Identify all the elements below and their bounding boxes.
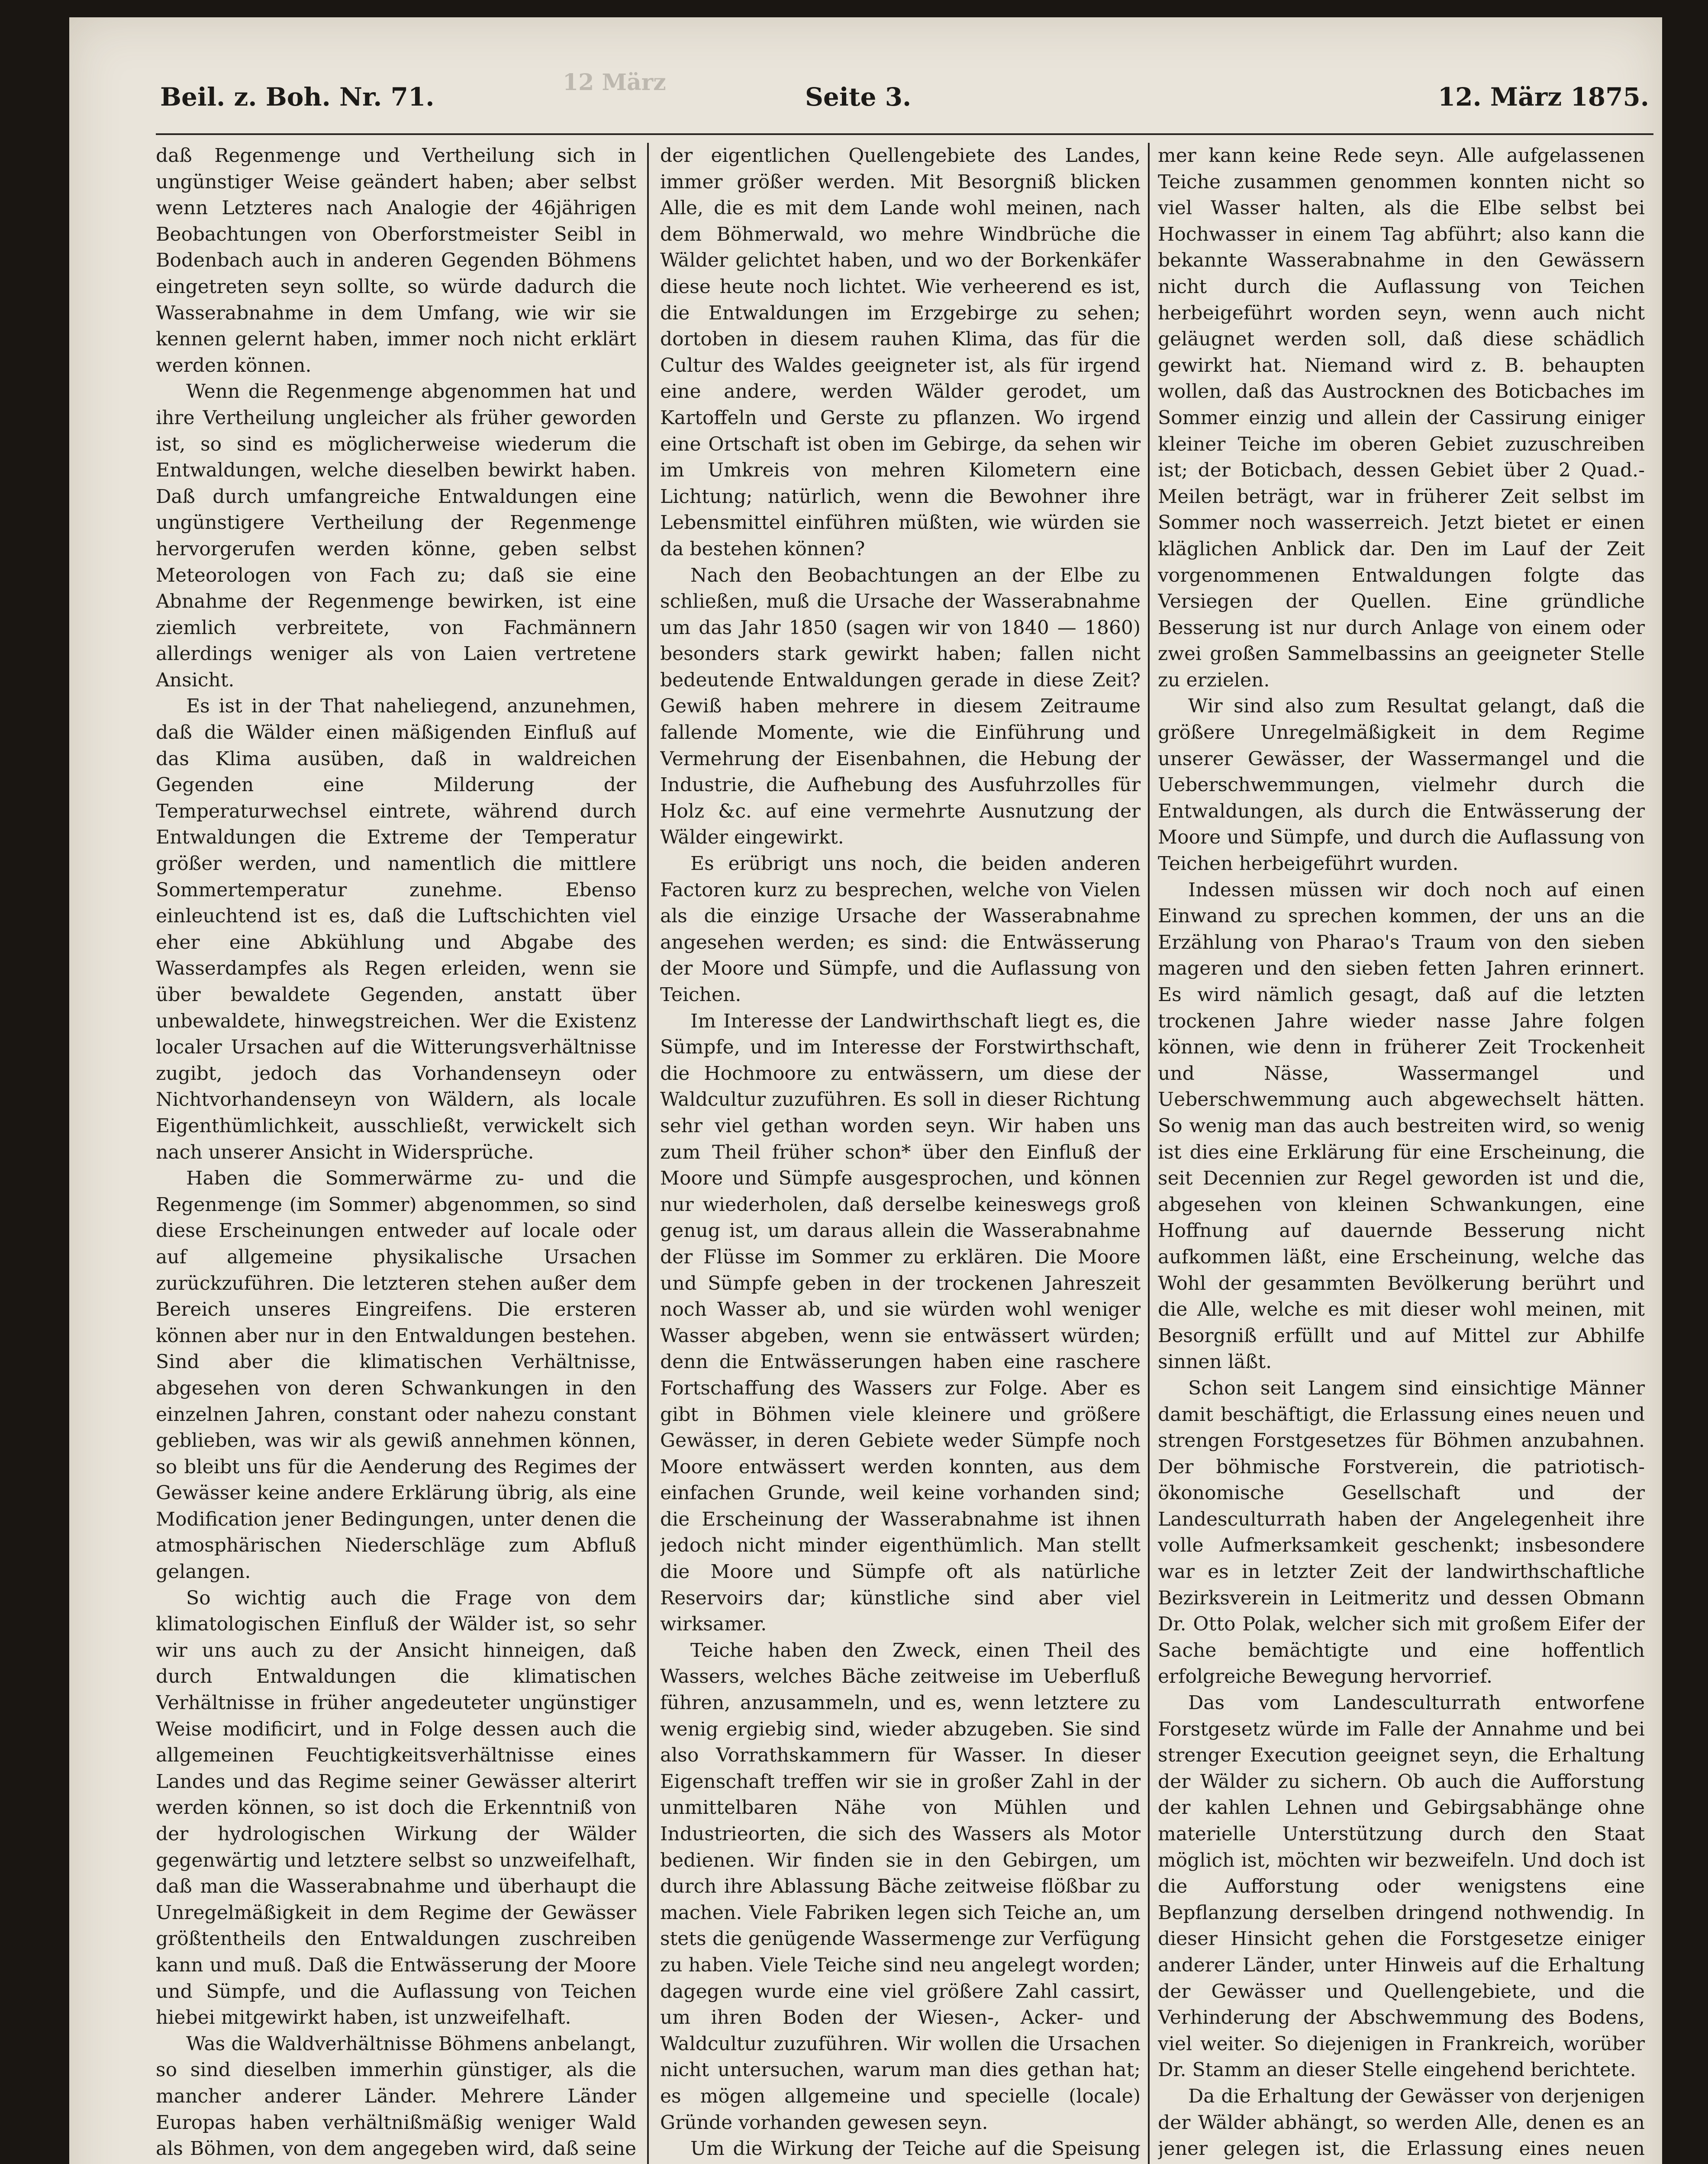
paragraph: Es ist in der That naheliegend, anzunehmen, daß die Wälder einen mäßigenden Einfluß auf das Klima ausüben, daß in waldreichen Gegenden eine Milderung der Temperaturwechsel eintrete, während durch Entwaldungen die Extreme der Temperatur größer werden, und namentlich die mittlere Sommertemperatur zunehme. Ebenso einleuchtend ist es, daß die Luftschichten viel eher eine Abkühlung und Abgabe des Wasserdampfes als Regen erleiden, wenn sie über bewaldete Gegenden, anstatt über unbewaldete, hinwegstreichen. Wer die Existenz localer Ursachen auf die Witterungsverhältnisse zugibt, jedoch das Vorhandenseyn oder Nichtvorhandenseyn von Wäldern, als locale Eigenthümlichkeit, ausschließt, verwickelt sich nach unserer Ansicht in Widersprüche. (156, 695, 636, 1163)
paragraph: Haben die Sommerwärme zu- und die Regenmenge (im Sommer) abgenommen, so sind diese Erscheinungen entweder auf locale oder auf allgemeine physikalische Ursachen zurückzuführen. Die letzteren stehen außer dem Bereich unseres Eingreifens. Die ersteren können aber nur in den Entwaldungen bestehen. Sind aber die klimatischen Verhältnisse, abgesehen von deren Schwankungen in den einzelnen Jahren, constant oder nahezu constant geblieben, was wir als gewiß annehmen können, so bleibt uns für die Aenderung des Regimes der Gewässer keine andere Erklärung übrig, als eine Modification jener Bedingungen, unter denen die atmosphärischen Niederschläge zum Abfluß gelangen. (156, 1167, 636, 1583)
paragraph: mer kann keine Rede seyn. Alle aufgelassenen Teiche zusammen genommen konnten nicht so viel Wasser halten, als die Elbe selbst bei Hochwasser in einem Tag abführt; also kann die bekannte Wasserabnahme in den Gewässern nicht durch die Auflassung von Teichen herbeigeführt worden seyn, wenn auch nicht geläugnet werden soll, daß diese schädlich gewirkt hat. Niemand wird z. B. behaupten wollen, daß das Austrocknen des Boticbaches im Sommer einzig und allein der Cassirung einiger kleiner Teiche im oberen Gebiet zuzuschreiben ist; der Boticbach, dessen Gebiet über 2 Quad.-Meilen beträgt, war in früherer Zeit selbst im Sommer noch wasserreich. Jetzt bietet er einen kläglichen Anblick dar. Den im Lauf der Zeit vorgenommenen Entwaldungen folgte das Versiegen der Quellen. Eine gründliche Besserung ist nur durch Anlage von einem oder zwei großen Sammelbassins an geeigneter Stelle zu erzielen. (1158, 145, 1645, 691)
column-rule-1 (647, 143, 649, 2164)
newspaper-page (69, 17, 1662, 2164)
show-through-text: 12 März (563, 69, 666, 96)
supplement-label: Beil. z. Boh. Nr. 71. (160, 82, 435, 112)
paragraph: So wichtig auch die Frage von dem klimatologischen Einfluß der Wälder ist, so sehr wir uns auch zu der Ansicht hinneigen, daß durch Entwaldungen die klimatischen Verhältnisse in früher angedeuteter ungünstiger Weise modificirt, und in Folge dessen auch die allgemeinen Feuchtigkeitsverhältnisse eines Landes und das Regime seiner Gewässer alterirt werden können, so ist doch die Erkenntniß von der hydrologischen Wirkung der Wälder gegenwärtig und letztere selbst so unzweifelhaft, daß man die Wasserabnahme und überhaupt die Unregelmäßigkeit in dem Regime der Gewässer größtentheils den Entwaldungen zuschreiben kann und muß. Daß die Entwässerung der Moore und Sümpfe, und die Auflassung von Teichen hiebei mitgewirkt haben, ist unzweifelhaft. (156, 1587, 636, 2029)
page-number: Seite 3. (805, 82, 912, 112)
paragraph: Um die Wirkung der Teiche auf die Speisung (690, 2138, 1141, 2160)
paragraph: der eigentlichen Quellengebiete des Landes, immer größer werden. Mit Besorgniß blicken Alle, die es mit dem Lande wohl meinen, nach dem Böhmerwald, wo mehre Windbrüche die Wälder gelichtet haben, und wo der Borkenkäfer diese heute noch lichtet. Wie verheerend es ist, die Entwaldungen im Erzgebirge zu sehen; dortoben in diesem rauhen Klima, das für die Cultur des Waldes geeigneter ist, als für irgend eine andere, werden Wälder gerodet, um Kartoffeln und Gerste zu pflanzen. Wo irgend eine Ortschaft ist oben im Gebirge, da sehen wir im Umkreis von mehren Kilometern eine Lichtung; natürlich, wenn die Bewohner ihre Lebensmittel einführen müßten, wie würden sie da bestehen können? (660, 145, 1141, 560)
text-column-2 (660, 143, 1141, 2164)
paragraph: Wenn die Regenmenge abgenommen hat und ihre Vertheilung ungleicher als früher geworden ist, so sind es möglicherweise wiederum die Entwaldungen, welche dieselben bewirkt haben. Daß durch umfangreiche Entwaldungen eine ungünstigere Vertheilung der Regenmenge hervorgerufen werden könne, geben selbst Meteorologen von Fach zu; daß sie eine Abnahme der Regenmenge bewirken, ist eine ziemlich verbreitete, von Fachmännern allerdings weniger als von Laien vertretene Ansicht. (156, 380, 636, 691)
paragraph: Es erübrigt uns noch, die beiden anderen Factoren kurz zu besprechen, welche von Vielen als die einzige Ursache der Wasserabnahme angesehen werden; es sind: die Entwässerung der Moore und Sümpfe, und die Auflassung von Teichen. (660, 853, 1141, 1006)
text-column-3 (1158, 143, 1645, 2164)
paragraph: Was die Waldverhältnisse Böhmens anbelangt, so sind dieselben immerhin günstiger, als die mancher anderer Länder. Mehrere Länder Europas haben verhältnißmäßig weniger Wald als Böhmen, von dem angegeben wird, daß seine (156, 2032, 636, 2160)
paragraph: Schon seit Langem sind einsichtige Männer damit beschäftigt, die Erlassung eines neuen und strengen Forstgesetzes für Böhmen anzubahnen. Der böhmische Forstverein, die patriotisch-ökonomische Gesellschaft und der Landesculturrath haben der Angelegenheit ihre volle Aufmerksamkeit geschenkt; insbesondere war es in letzter Zeit der landwirthschaftliche Bezirksverein in Leitmeritz und dessen Obmann Dr. Otto Polak, welcher sich mit großem Eifer der Sache bemächtigte und eine hoffentlich erfolgreiche Bewegung hervorrief. (1158, 1377, 1645, 1688)
column-rule-2 (1148, 143, 1150, 2164)
paragraph: Im Interesse der Landwirthschaft liegt es, die Sümpfe, und im Interesse der Forstwirthschaft, die Hochmoore zu entwässern, um diese der Waldcultur zuzuführen. Es soll in dieser Richtung sehr viel gethan worden seyn. Wir haben uns zum Theil früher schon* über den Einfluß der Moore und Sümpfe ausgesprochen, und können nur wiederholen, daß derselbe keineswegs groß genug ist, um daraus allein die Wasserabnahme der Flüsse im Sommer zu erklären. Die Moore und Sümpfe geben in der trockenen Jahreszeit noch Wasser ab, und sie würden wohl weniger Wasser abgeben, wenn sie entwässert würden; denn die Entwässerungen haben eine raschere Fortschaffung des Wassers zur Folge. Aber es gibt in Böhmen viele kleinere und größere Gewässer, in deren Gebiete weder Sümpfe noch Moore entwässert werden konnten, aus dem einfachen Grunde, weil keine vorhanden sind; die Erscheinung der Wasserabnahme ist ihnen jedoch nicht minder eigenthümlich. Man stellt die Moore und Sümpfe oft als natürliche Reservoirs dar; künstliche sind aber viel wirksamer. (660, 1010, 1141, 1636)
paragraph: daß Regenmenge und Vertheilung sich in ungünstiger Weise geändert haben; aber selbst wenn Letzteres nach Analogie der 46jährigen Beobachtungen von Oberforstmeister Seibl in Bodenbach auch in anderen Gegenden Böhmens eingetreten seyn sollte, so würde dadurch die Wasserabnahme in dem Umfang, wie wir sie kennen gelernt haben, immer noch nicht erklärt werden können. (156, 145, 636, 377)
paragraph: Das vom Landesculturrath entworfene Forstgesetz würde im Falle der Annahme und bei strenger Execution geeignet seyn, die Erhaltung der Wälder zu sichern. Ob auch die Aufforstung der kahlen Lehnen und Gebirgsabhänge ohne materielle Unterstützung durch den Staat möglich ist, möchten wir bezweifeln. Und doch ist die Aufforstung oder wenigstens eine Bepflanzung derselben dringend nothwendig. In dieser Hinsicht gehen die Forstgesetze einiger anderer Länder, unter Hinweis auf die Erhaltung der Gewässer und Quellengebiete, und die Verhinderung der Abschwemmung des Bodens, viel weiter. So diejenigen in Frankreich, worüber Dr. Stamm an dieser Stelle eingehend berichtete. (1158, 1692, 1645, 2081)
text-column-1 (156, 143, 636, 2164)
paragraph: Nach den Beobachtungen an der Elbe zu schließen, muß die Ursache der Wasserabnahme um das Jahr 1850 (sagen wir von 1840 — 1860) besonders stark gewirkt haben; fallen nicht bedeutende Entwaldungen gerade in diese Zeit? Gewiß haben mehrere in diesem Zeitraume fallende Momente, wie die Einführung und Vermehrung der Eisenbahnen, die Hebung der Industrie, die Aufhebung des Ausfuhrzolles für Holz &c. auf eine vermehrte Ausnutzung der Wälder eingewirkt. (660, 564, 1141, 849)
header-rule (156, 133, 1653, 135)
paragraph: Indessen müssen wir doch noch auf einen Einwand zu sprechen kommen, der uns an die Erzählung von Pharao's Traum von den sieben mageren und den sieben fetten Jahren erinnert. Es wird nämlich gesagt, daß auf die letzten trockenen Jahre wieder nasse Jahre folgen können, wie denn in früherer Zeit Trockenheit und Nässe, Wassermangel und Ueberschwemmung auch abgewechselt hätten. So wenig man das auch bestreiten wird, so wenig ist dies eine Erklärung für eine Erscheinung, die seit Decennien zur Regel geworden ist und die, abgesehen von kleinen Schwankungen, eine Hoffnung auf dauernde Besserung nicht aufkommen läßt, eine Erscheinung, welche das Wohl der gesammten Bevölkerung berührt und die Alle, welche es mit dieser wohl meinen, mit Besorgniß erfüllt und auf Mittel zur Abhilfe sinnen läßt. (1158, 879, 1645, 1373)
paragraph: Teiche haben den Zweck, einen Theil des Wassers, welches Bäche zeitweise im Ueberfluß führen, anzusammeln, und es, wenn letztere zu wenig ergiebig sind, wieder abzugeben. Sie sind also Vorrathskammern für Wasser. In dieser Eigenschaft treffen wir sie in großer Zahl in der unmittelbaren Nähe von Mühlen und Industrieorten, die sich des Wassers als Motor bedienen. Wir finden sie in den Gebirgen, um durch ihre Ablassung Bäche zeitweise flößbar zu machen. Viele Fabriken legen sich Teiche an, um stets die genügende Wassermenge zur Verfügung zu haben. Viele Teiche sind neu angelegt worden; dagegen wurde eine viel größere Zahl cassirt, um ihren Boden der Wiesen-, Acker- und Waldcultur zuzuführen. Wir wollen die Ursachen nicht untersuchen, warum man dies gethan hat; es mögen allgemeine und specielle (locale) Gründe vorhanden gewesen seyn. (660, 1639, 1141, 2134)
paragraph: Wir sind also zum Resultat gelangt, daß die größere Unregelmäßigkeit in dem Regime unserer Gewässer, der Wassermangel und die Ueberschwemmungen, vielmehr durch die Entwaldungen, als durch die Entwässerung der Moore und Sümpfe, und durch die Auflassung von Teichen herbeigeführt wurden. (1158, 695, 1645, 875)
paragraph: Da die Erhaltung der Gewässer von derjenigen der Wälder abhängt, so werden Alle, denen es an jener gelegen ist, die Erlassung eines neuen (1158, 2085, 1645, 2160)
issue-date: 12. März 1875. (1437, 82, 1649, 112)
page-header (69, 74, 1662, 134)
